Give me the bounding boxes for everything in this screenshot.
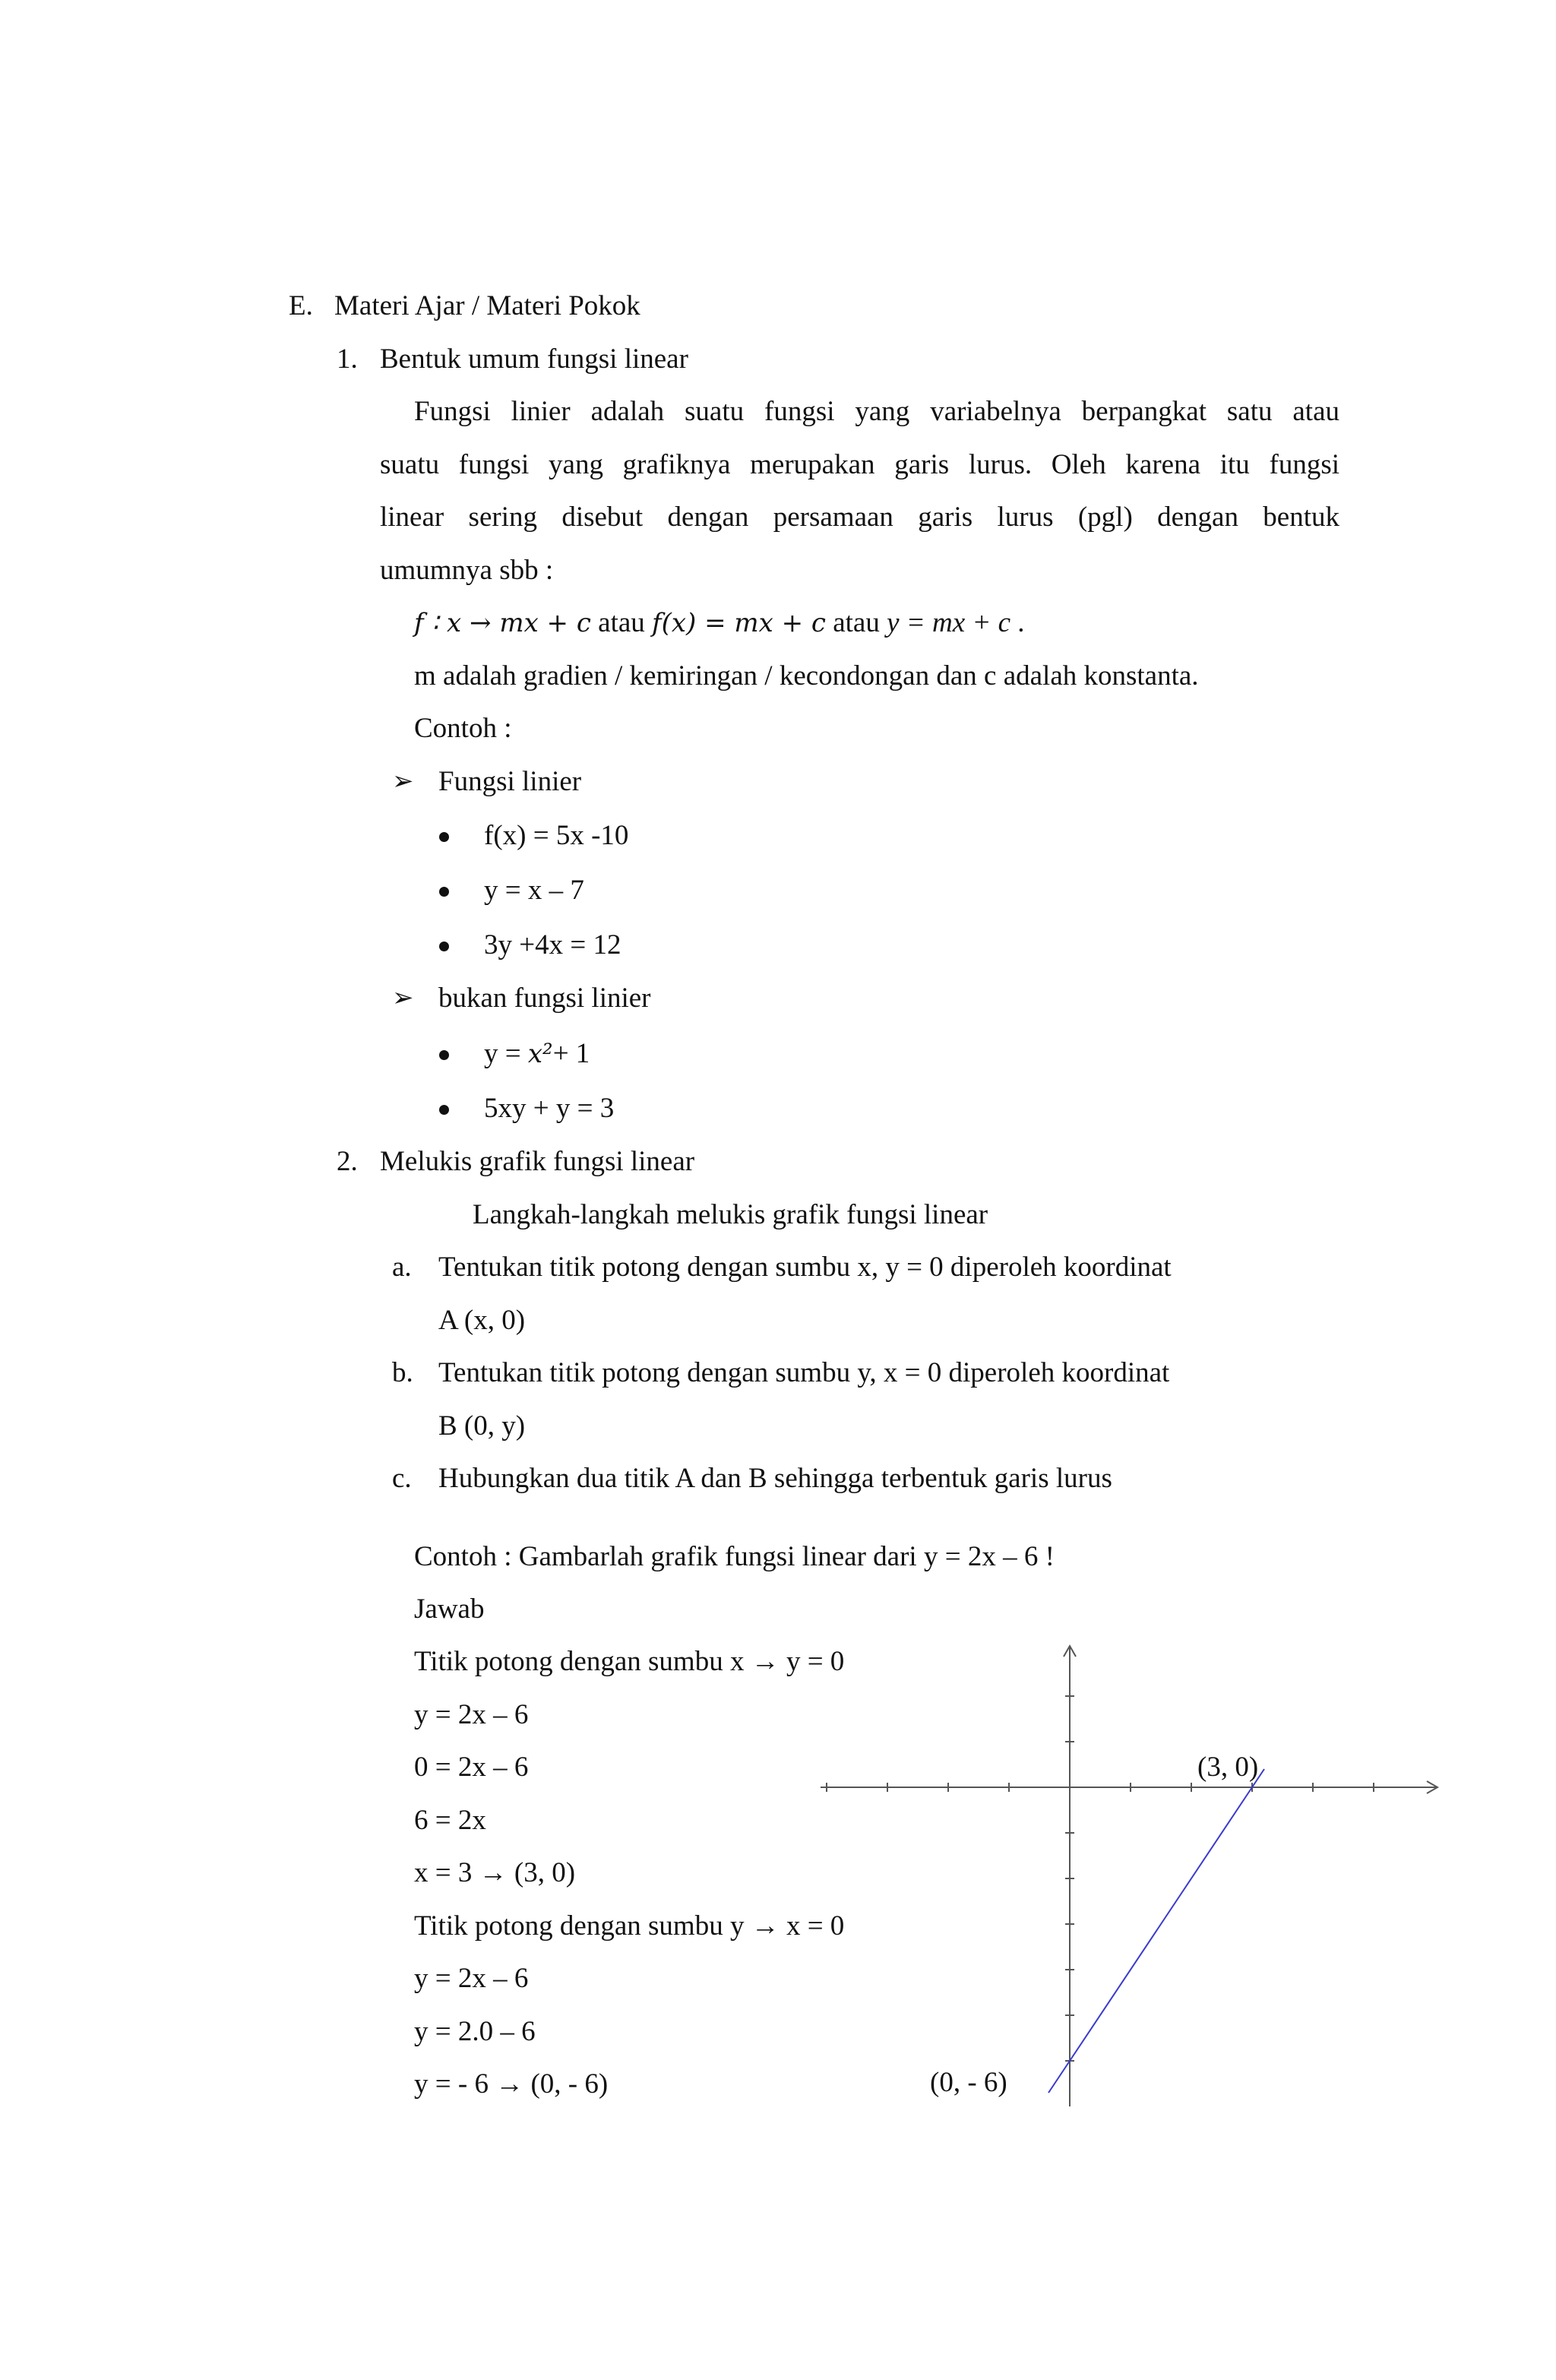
formula-end: .: [1017, 607, 1025, 638]
item2-title: Melukis grafik fungsi linear: [380, 1146, 695, 1177]
section-title: Materi Ajar / Materi Pokok: [334, 290, 640, 321]
gradient-explanation: m adalah gradien / kemiringan / kecondongan dan c adalah konstanta.: [414, 660, 1199, 692]
nonlinear-example-2: 5xy + y = 3: [484, 1093, 615, 1124]
item2-number: 2.: [337, 1146, 358, 1177]
para-line-4: umumnya sbb :: [380, 555, 554, 586]
step-c-marker: c.: [392, 1463, 412, 1494]
bullet-icon: [439, 887, 449, 897]
work-line-4: 6 = 2x: [414, 1805, 486, 1836]
bullet-icon: [439, 1050, 449, 1060]
arrow-bullet-icon: ➢: [392, 984, 414, 1012]
steps-intro: Langkah-langkah melukis grafik fungsi linear: [473, 1199, 988, 1230]
x-intercept-label: (3, 0): [1197, 1752, 1259, 1783]
para-line-1: Fungsi linier adalah suatu fungsi yang variabelnya berpangkat satu atau: [414, 396, 1339, 427]
step-c-text: Hubungkan dua titik A dan B sehingga terbentuk garis lurus: [438, 1463, 1112, 1494]
step-a-marker: a.: [392, 1252, 412, 1283]
general-formula: [414, 606, 1025, 641]
graph-axes: [821, 1646, 1437, 2106]
formula-or-2: atau: [833, 607, 880, 638]
nonlinear-example-1-power: 𝑥²: [527, 1039, 553, 1069]
function-line: [1048, 1769, 1264, 2093]
graph-plot: [1048, 1769, 1264, 2093]
formula-or-1: atau: [598, 607, 645, 638]
step-b-text: Tentukan titik potong dengan sumbu y, x = 0 diperoleh koordinat: [438, 1357, 1170, 1388]
work-line-3: 0 = 2x – 6: [414, 1752, 529, 1783]
step-a-coordinate: A (x, 0): [438, 1305, 526, 1336]
bullet-icon: [439, 1105, 449, 1115]
work-line-6: Titik potong dengan sumbu y → x = 0: [414, 1910, 845, 1942]
example-label: Contoh :: [414, 713, 512, 744]
formula-mapping: 𝑓 ∶ 𝑥 → 𝑚𝑥 + 𝑐: [414, 608, 591, 638]
linear-example-3: 3y +4x = 12: [484, 929, 621, 961]
work-line-8: y = 2.0 – 6: [414, 2016, 536, 2047]
work-line-5: x = 3 → (3, 0): [414, 1857, 576, 1888]
bullet-icon: [439, 832, 449, 842]
nonlinear-example-1-pre: y =: [484, 1038, 528, 1069]
arrow-bullet-icon: ➢: [392, 767, 414, 796]
group-nonlinear-label: bukan fungsi linier: [438, 983, 651, 1014]
step-a-text: Tentukan titik potong dengan sumbu x, y = 0 diperoleh koordinat: [438, 1252, 1172, 1283]
work-line-2: y = 2x – 6: [414, 1699, 529, 1730]
item1-number: 1.: [337, 343, 358, 375]
example-question: Contoh : Gambarlah grafik fungsi linear dari y = 2x – 6 !: [414, 1541, 1055, 1572]
work-line-7: y = 2x – 6: [414, 1963, 529, 1994]
work-line-9: y = - 6 → (0, - 6): [414, 2068, 609, 2100]
section-marker: E.: [289, 290, 313, 321]
step-b-marker: b.: [392, 1357, 413, 1388]
formula-equation: y = mx + c: [887, 607, 1011, 638]
linear-example-1: f(x) = 5x -10: [484, 820, 629, 851]
formula-function: 𝑓(𝑥) = 𝑚𝑥 + 𝑐: [652, 608, 826, 638]
step-b-coordinate: B (0, y): [438, 1410, 526, 1442]
bullet-icon: [439, 942, 449, 951]
para-line-2: suatu fungsi yang grafiknya merupakan garis lurus. Oleh karena itu fungsi: [380, 449, 1339, 480]
nonlinear-example-1: [484, 1037, 590, 1071]
group-linear-label: Fungsi linier: [438, 766, 582, 797]
answer-label: Jawab: [414, 1594, 485, 1625]
y-intercept-label: (0, - 6): [930, 2067, 1007, 2098]
item1-title: Bentuk umum fungsi linear: [380, 343, 688, 375]
para-line-3: linear sering disebut dengan persamaan garis lurus (pgl) dengan bentuk: [380, 502, 1339, 533]
work-line-1: Titik potong dengan sumbu x → y = 0: [414, 1646, 845, 1677]
linear-example-2: y = x – 7: [484, 875, 584, 906]
linear-function-graph: [813, 1641, 1451, 2113]
nonlinear-example-1-post: + 1: [552, 1038, 590, 1069]
